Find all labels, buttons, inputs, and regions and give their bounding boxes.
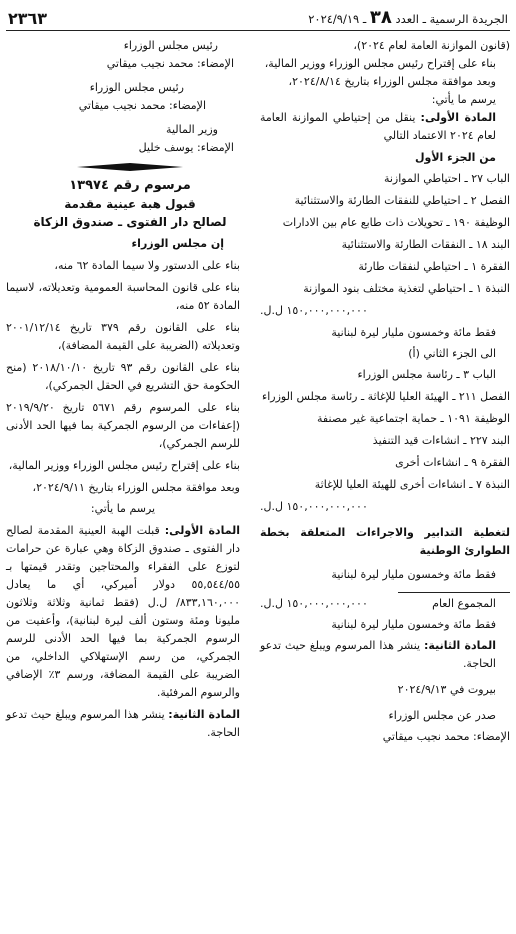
grand-total-label: المجموع العام (432, 597, 496, 610)
left-article-one (6, 522, 254, 702)
target-line-3: الوظيفة ١٠٩١ ـ حماية اجتماعية غير مصنفة (317, 412, 510, 425)
approval-line: وبعد موافقة مجلس الوزراء بتاريخ ٢٠٢٤/٨/١٤، (288, 75, 496, 88)
para-5: بناء على المرسوم رقم ٥٦٧١ تاريخ ٢٠١٩/٩/٢٠ (إعفاءات من الرسوم الجمركية بما فيها الحد الأدنى للرسم الجمركي)، (6, 401, 240, 450)
budget-line-3: الوظيفة ١٩٠ ـ تحويلات ذات طابع عام بين الادارات (282, 216, 510, 229)
budget-line-5: الفقرة ١ ـ احتياطي لنفقات طارئة (358, 260, 510, 273)
part-two-heading: الى الجزء الثاني (أ) (408, 347, 496, 360)
budget-line-4: البند ١٨ ـ النفقات الطارئة والاستثنائية (341, 238, 510, 251)
columns (6, 37, 510, 746)
article-one-label: المادة الأولى: (420, 111, 496, 124)
article-one (260, 109, 510, 145)
signer-title-2: رئيس مجلس الوزراء (89, 81, 184, 94)
gazette-name: الجريدة الرسمية (429, 12, 508, 26)
amount-1: ١٥٠,٠٠٠,٠٠٠,٠٠٠ ل.ل. (260, 304, 368, 317)
para-6: بناء على إقتراح رئيس مجلس الوزراء ووزير المالية، (8, 459, 240, 472)
amount-2-words: فقط مائة وخمسون مليار ليرة لبنانية (331, 568, 496, 581)
left-article-one-text: قبلت الهبة العينية المقدمة لصالح دار الفتوى ـ صندوق الزكاة وهي عبارة عن حرامات لتوزع على الفقراء والمحتاجين وتقدر قيمتها بـ ٥٥,٥٤٤/٥٥ دولار أميركي، أي ما يعادل ٨٣٣,١٦٠,٠٠٠/ ل.ل (فقط ثمانية وثلاثة وثلاثون مليونا ومئة وستون ألف ليرة لبنانية)، وأعفيت من الرسوم الجمركية بما فيها الحد الأدنى للرسم الجمركي، من رسم الإستهلاكي الداخلي، من الضريبة على القيمة المضافة، ورسم ٣٪ الإضافي والرسوم المرفئية. (6, 524, 240, 699)
target-line-5: الفقرة ٩ ـ انشاءات أخرى (395, 456, 510, 469)
target-line-1: الباب ٣ ـ رئاسة مجلس الوزراء (357, 368, 496, 381)
para-2: بناء على قانون المحاسبة العمومية وتعديلاته، لاسيما المادة ٥٢ منه، (6, 281, 240, 312)
amount-1-words: فقط مائة وخمسون مليار ليرة لبنانية (331, 326, 496, 339)
signer-title-1: رئيس مجلس الوزراء (123, 39, 218, 52)
divider-ornament-icon (75, 161, 185, 173)
para-1: بناء على الدستور ولا سيما المادة ٦٢ منه، (54, 259, 240, 272)
budget-line-1: الباب ٢٧ ـ احتياطي الموازنة (383, 172, 510, 185)
signer-name-1: الإمضاء: محمد نجيب ميقاتي (106, 57, 234, 70)
left-column (6, 37, 254, 746)
page-header (6, 6, 510, 31)
article-two-label: المادة الثانية: (424, 639, 496, 652)
issue-date: ٢٠٢٤/٩/١٩ (308, 12, 360, 26)
total-rule (398, 592, 510, 593)
ornament-divider (6, 161, 254, 173)
plan-heading: لتغطية التدابير والاجراءات المتعلقة بخطة الطوارئ الوطنية (260, 526, 510, 557)
para-8: يرسم ما يأتي: (90, 502, 156, 515)
grand-total-row (260, 595, 510, 613)
signer-title-3: وزير المالية (166, 123, 218, 136)
left-article-one-label: المادة الأولى: (164, 524, 240, 537)
issue-label: العدد (395, 12, 419, 26)
amount-2: ١٥٠,٠٠٠,٠٠٠,٠٠٠ ل.ل. (260, 500, 368, 513)
budget-law-ref: (قانون الموازنة العامة لعام ٢٠٢٤)، (353, 39, 510, 52)
para-4: بناء على القانون رقم ٩٣ تاريخ ٢٠١٨/١٠/١٠ (منح الحكومة حق التشريع في الحقل الجمركي)، (6, 361, 240, 392)
target-line-2: الفصل ٢١١ ـ الهيئة العليا للإغاثة ـ رئاسة مجلس الوزراء (262, 390, 510, 403)
part-one-heading: من الجزء الأول (414, 151, 496, 164)
signer-name-3: الإمضاء: يوسف خليل (138, 141, 234, 154)
para-3: بناء على القانون رقم ٣٧٩ تاريخ ٢٠٠١/١٢/١٤ وتعديلاته (الضريبة على القيمة المضافة)، (6, 321, 240, 352)
council-intro: إن مجلس الوزراء (131, 237, 224, 250)
decree-line: يرسم ما يأتي: (431, 93, 496, 106)
left-article-two-label: المادة الثانية: (168, 708, 240, 721)
right-column (260, 37, 510, 746)
page-number: ٢٣٦٣ (8, 9, 48, 28)
target-line-6: النبذة ٧ ـ انشاءات أخرى للهيئة العليا للإغاثة (314, 478, 510, 491)
target-line-4: البند ٢٢٧ ـ انشاءات قيد التنفيذ (372, 434, 510, 447)
signer-name-2: الإمضاء: محمد نجيب ميقاتي (78, 99, 206, 112)
article-one-text: ينقل من إحتياطي الموازنة العامة لعام ٢٠٢٤ الاعتماد التالي (260, 111, 496, 142)
place-date: بيروت في ٢٠٢٤/٩/١٣ (397, 683, 496, 696)
grand-total-words: فقط مائة وخمسون مليار ليرة لبنانية (331, 618, 496, 631)
decree-subtitle-1: قبول هبة عينية مقدمة (64, 197, 196, 211)
decree-title: مرسوم رقم ١٣٩٧٤ (69, 178, 191, 193)
header-title: الجريدة الرسمية ـ العدد ٣٨ ـ ٢٠٢٤/٩/١٩ (308, 7, 508, 28)
left-article-two-text: ينشر هذا المرسوم ويبلغ حيث تدعو الحاجة. (6, 708, 240, 739)
signature: الإمضاء: محمد نجيب ميقاتي (382, 730, 510, 743)
article-two-text: ينشر هذا المرسوم ويبلغ حيث تدعو الحاجة. (260, 639, 496, 670)
left-article-two (6, 706, 254, 742)
issue-number: ٣٨ (369, 7, 392, 28)
budget-line-2: الفصل ٢ ـ احتياطي للنفقات الطارئة والاستثنائية (294, 194, 510, 207)
issued-by: صدر عن مجلس الوزراء (388, 709, 496, 722)
decree-subtitle-2: لصالح دار الفتوى ـ صندوق الزكاة (33, 215, 227, 229)
proposal-line: بناء على إقتراح رئيس مجلس الوزراء ووزير المالية، (264, 57, 496, 70)
article-two (260, 637, 510, 673)
grand-total-amount: ١٥٠,٠٠٠,٠٠٠,٠٠٠ ل.ل. (260, 597, 368, 610)
budget-line-6: النبذة ١ ـ احتياطي لتغذية مختلف بنود الموازنة (303, 282, 510, 295)
para-7: وبعد موافقة مجلس الوزراء بتاريخ ٢٠٢٤/٩/١١، (32, 481, 240, 494)
